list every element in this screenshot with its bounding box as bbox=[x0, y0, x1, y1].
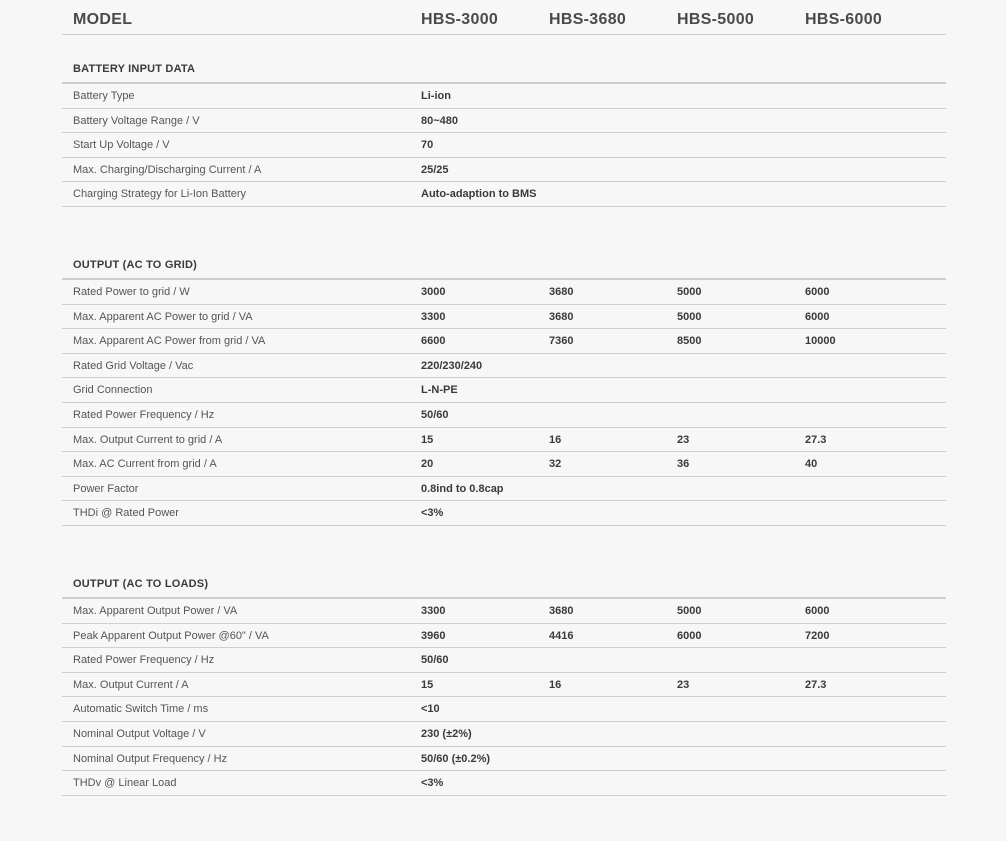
model-name: HBS-5000 bbox=[677, 11, 755, 28]
spec-label: Grid Connection bbox=[73, 384, 153, 397]
spec-value: 5000 bbox=[677, 286, 702, 298]
spec-row bbox=[62, 403, 946, 428]
spec-value: <3% bbox=[421, 777, 444, 790]
spec-row bbox=[62, 133, 946, 158]
spec-label: Battery Voltage Range / V bbox=[73, 114, 200, 127]
spec-row bbox=[62, 722, 946, 747]
spec-value: 3000 bbox=[421, 286, 446, 298]
spec-row bbox=[62, 477, 946, 502]
spec-value: 27.3 bbox=[805, 433, 827, 446]
spec-value: 50/60 (±0.2%) bbox=[421, 752, 491, 765]
spec-value: 15 bbox=[421, 678, 434, 691]
spec-value: 3300 bbox=[421, 605, 446, 617]
model-name: HBS-3000 bbox=[421, 11, 499, 28]
spec-row bbox=[62, 747, 946, 772]
spec-value: 50/60 bbox=[421, 408, 449, 421]
spec-value: 8500 bbox=[677, 335, 702, 348]
model-name: HBS-3680 bbox=[549, 11, 627, 28]
spec-label: Max. AC Current from grid / A bbox=[73, 458, 217, 471]
spec-label: Max. Charging/Discharging Current / A bbox=[73, 163, 262, 176]
spec-value: 3300 bbox=[421, 310, 446, 323]
spec-label: Rated Grid Voltage / Vac bbox=[73, 359, 194, 372]
spec-label: Start Up Voltage / V bbox=[73, 139, 170, 152]
spec-value: 16 bbox=[549, 433, 562, 446]
spec-value: 16 bbox=[549, 678, 562, 691]
model-header-row bbox=[62, 0, 946, 35]
spec-value: 6000 bbox=[805, 310, 830, 323]
spec-label: Rated Power to grid / W bbox=[73, 286, 190, 298]
spec-value: 4416 bbox=[549, 629, 574, 642]
spec-value: 32 bbox=[549, 458, 562, 471]
spec-value: 36 bbox=[677, 458, 690, 471]
spec-value: <10 bbox=[421, 703, 440, 716]
section-title: BATTERY INPUT DATA bbox=[73, 63, 196, 75]
spec-value: Auto-adaption to BMS bbox=[421, 188, 537, 201]
spec-value: Li-ion bbox=[421, 90, 451, 102]
spec-value: <3% bbox=[421, 507, 444, 520]
spec-value: 80~480 bbox=[421, 114, 459, 127]
spec-row bbox=[62, 428, 946, 453]
spec-label: Nominal Output Frequency / Hz bbox=[73, 752, 228, 765]
spec-value: 10000 bbox=[805, 335, 836, 348]
spec-label: Max. Apparent Output Power / VA bbox=[73, 605, 238, 617]
spec-value: 3680 bbox=[549, 605, 574, 617]
spec-label: Battery Type bbox=[73, 90, 135, 102]
spec-row bbox=[62, 624, 946, 649]
spec-value: 50/60 bbox=[421, 654, 449, 667]
spec-value: 23 bbox=[677, 433, 690, 446]
spec-value: 0.8ind to 0.8cap bbox=[421, 482, 504, 495]
spec-value: 23 bbox=[677, 678, 690, 691]
spec-label: THDi @ Rated Power bbox=[73, 507, 179, 520]
spec-value: 70 bbox=[421, 139, 434, 152]
spec-row bbox=[62, 378, 946, 403]
spec-value: 3960 bbox=[421, 629, 446, 642]
spec-row bbox=[62, 599, 946, 624]
spec-label: Power Factor bbox=[73, 482, 139, 495]
spec-label: Peak Apparent Output Power @60" / VA bbox=[73, 629, 269, 642]
spec-value: 230 (±2%) bbox=[421, 727, 472, 740]
spec-value: 6000 bbox=[805, 286, 830, 298]
spec-row bbox=[62, 109, 946, 134]
spec-row bbox=[62, 452, 946, 477]
spec-value: 40 bbox=[805, 458, 818, 471]
spec-value: 27.3 bbox=[805, 678, 827, 691]
spec-label: Max. Apparent AC Power from grid / VA bbox=[73, 335, 266, 348]
section-title-row bbox=[62, 254, 946, 280]
section-title: OUTPUT (AC TO GRID) bbox=[73, 259, 197, 271]
spec-label: Nominal Output Voltage / V bbox=[73, 727, 206, 740]
model-label: MODEL bbox=[73, 11, 133, 28]
section-title-row bbox=[62, 58, 946, 84]
spec-value: 25/25 bbox=[421, 163, 449, 176]
section-output-ac-to-grid bbox=[62, 254, 946, 526]
spec-label: Max. Output Current / A bbox=[73, 678, 189, 691]
spec-value: 6000 bbox=[677, 629, 702, 642]
section-battery-input bbox=[62, 58, 946, 207]
spec-value: 3680 bbox=[549, 286, 574, 298]
spec-value: 20 bbox=[421, 458, 434, 471]
spec-row bbox=[62, 158, 946, 183]
spec-row bbox=[62, 501, 946, 526]
spec-label: Max. Output Current to grid / A bbox=[73, 433, 223, 446]
spec-row bbox=[62, 771, 946, 796]
spec-label: Rated Power Frequency / Hz bbox=[73, 654, 215, 667]
spec-label: THDv @ Linear Load bbox=[73, 777, 177, 790]
model-name: HBS-6000 bbox=[805, 11, 883, 28]
section-title-row bbox=[62, 573, 946, 599]
spec-value: 5000 bbox=[677, 605, 702, 617]
spec-value: 3680 bbox=[549, 310, 574, 323]
spec-label: Rated Power Frequency / Hz bbox=[73, 408, 215, 421]
spec-row bbox=[62, 84, 946, 109]
spec-row bbox=[62, 648, 946, 673]
spec-row bbox=[62, 182, 946, 207]
spec-value: 7200 bbox=[805, 629, 830, 642]
section-output-ac-to-loads bbox=[62, 573, 946, 796]
spec-row bbox=[62, 329, 946, 354]
spec-row bbox=[62, 305, 946, 330]
spec-value: 6600 bbox=[421, 335, 446, 348]
section-title: OUTPUT (AC TO LOADS) bbox=[73, 578, 209, 590]
spec-label: Automatic Switch Time / ms bbox=[73, 703, 209, 716]
spec-sheet bbox=[62, 0, 946, 790]
spec-value: 6000 bbox=[805, 605, 830, 617]
spec-label: Charging Strategy for Li-Ion Battery bbox=[73, 188, 247, 201]
spec-row bbox=[62, 354, 946, 379]
spec-label: Max. Apparent AC Power to grid / VA bbox=[73, 310, 253, 323]
spec-value: L-N-PE bbox=[421, 384, 458, 397]
spec-row bbox=[62, 697, 946, 722]
spec-value: 220/230/240 bbox=[421, 359, 483, 372]
spec-value: 15 bbox=[421, 433, 434, 446]
spec-row bbox=[62, 673, 946, 698]
spec-row bbox=[62, 280, 946, 305]
spec-value: 7360 bbox=[549, 335, 574, 348]
spec-value: 5000 bbox=[677, 310, 702, 323]
